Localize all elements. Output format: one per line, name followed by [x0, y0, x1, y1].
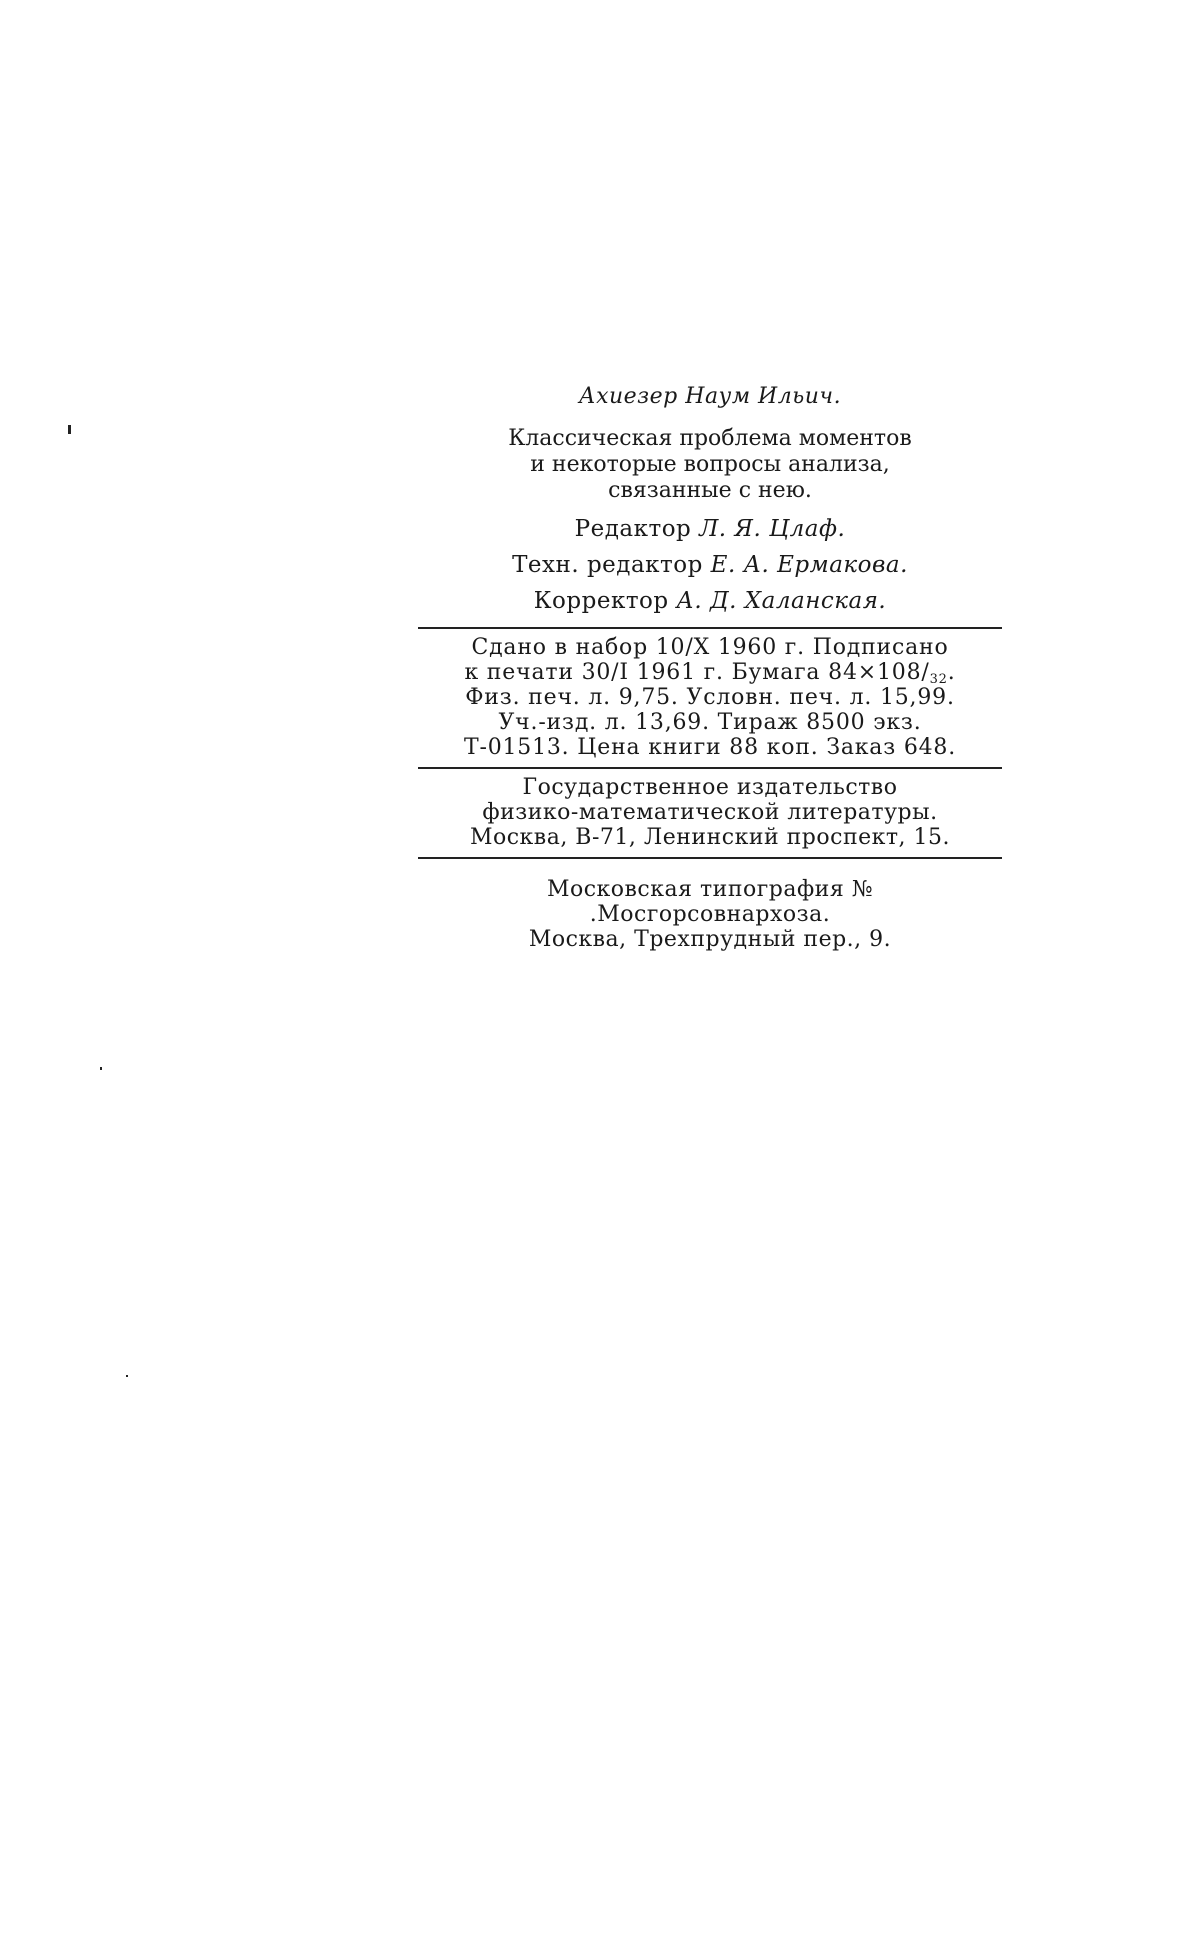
editor-role: Редактор [574, 516, 692, 542]
publisher-line: Москва, В-71, Ленинский проспект, 15. [469, 825, 951, 850]
publisher-line: физико-математической литературы. [482, 800, 938, 825]
editor-name: Л. Я. Цлаф. [699, 516, 846, 542]
spec-line [418, 660, 1002, 687]
proofreader-role: Корректор [533, 588, 669, 614]
title-line: и некоторые вопросы анализа, [530, 452, 890, 477]
spec-line-end: . [947, 660, 956, 685]
publisher-info [418, 777, 1002, 849]
tech-editor-name: Е. А. Ермакова. [710, 552, 908, 578]
spec-line: Физ. печ. л. 9,75. Условн. печ. л. 15,99. [465, 685, 955, 710]
spec-line-text: к печати 30/I 1961 г. Бумага 84×108/ [464, 660, 930, 685]
divider-rule [418, 857, 1002, 859]
print-specifications [418, 637, 1002, 759]
scan-speck [126, 1375, 128, 1377]
scan-speck [100, 1067, 102, 1070]
proofreader-credit [418, 590, 1002, 613]
printer-line: Московская типография № [546, 877, 874, 902]
imprint-block [418, 386, 1002, 954]
proofreader-name: А. Д. Халанская. [676, 588, 887, 614]
paper-format-subscript: 32 [929, 672, 948, 687]
scan-speck [68, 425, 71, 434]
tech-editor-role: Техн. редактор [512, 552, 703, 578]
book-title [418, 428, 1002, 502]
divider-rule [418, 767, 1002, 769]
printer-info [418, 879, 1002, 951]
spec-line: Т-01513. Цена книги 88 коп. Заказ 648. [463, 735, 956, 760]
spec-line: Уч.-изд. л. 13,69. Тираж 8500 экз. [498, 710, 922, 735]
title-line: Классическая проблема моментов [508, 426, 912, 451]
title-line: связанные с нею. [608, 478, 812, 503]
author-name: Ахиезер Наум Ильич. [578, 384, 842, 409]
printer-line: Москва, Трехпрудный пер., 9. [528, 927, 892, 952]
publisher-line: Государственное издательство [522, 775, 898, 800]
printer-line: .Мосгорсовнархоза. [589, 902, 831, 927]
spec-line: Сдано в набор 10/X 1960 г. Подписано [471, 635, 949, 660]
divider-rule [418, 627, 1002, 629]
editor-credit [418, 518, 1002, 541]
tech-editor-credit [418, 554, 1002, 577]
